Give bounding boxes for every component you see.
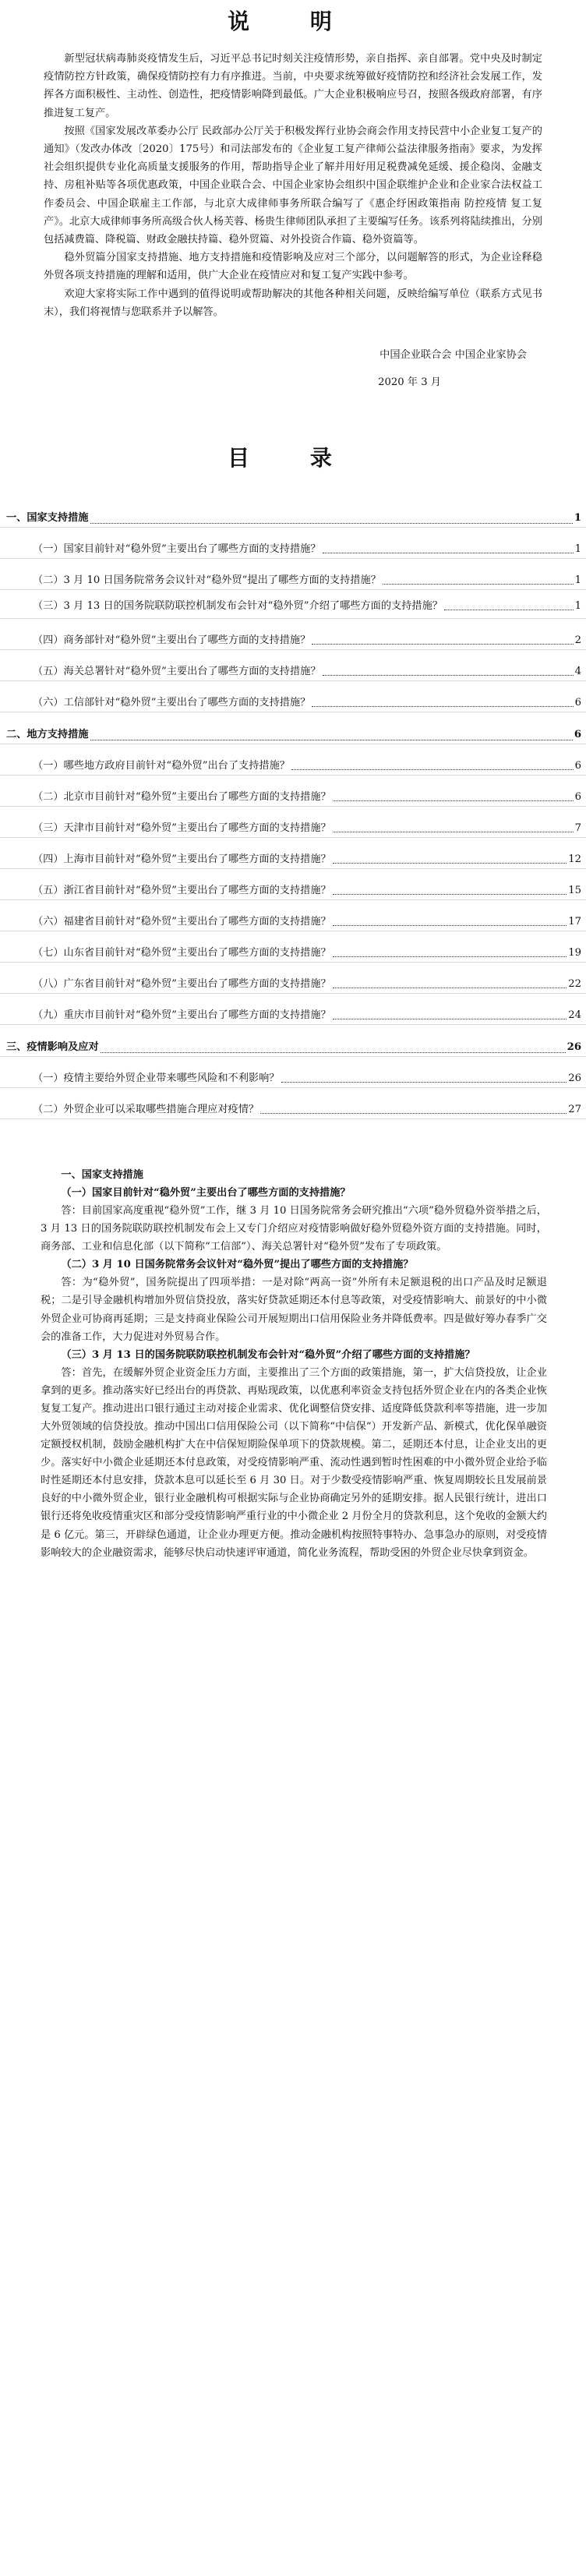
toc-item-entry[interactable] [0,559,586,590]
preface-paragraph: 稳外贸篇分国家支持措施、地方支持措施和疫情影响及应对三个部分，以问题解答的形式，为企业诠释稳外贸各项支持措施的理解和适用，供广大企业在疫情应对和复工复产实践中参考。 [44,252,542,282]
toc-page-number: 4 [574,666,581,678]
toc-item-entry[interactable] [0,1088,586,1119]
toc-page-number: 6 [574,791,581,804]
toc-section-label: 一、国家支持措施 [6,512,89,525]
toc-leader [333,800,574,801]
toc-page-number: 27 [568,1104,581,1116]
toc-item-label: （四）上海市目前针对“稳外贸”主要出台了哪些方面的支持措施？ [33,853,331,866]
preface-paragraph: 欢迎大家将实际工作中遇到的值得说明或帮助解决的其他各种相关问题，反映给编写单位（联系方式见书末），我们将视情与您联系并予以解答。 [44,288,542,318]
preface-signature: 中国企业联合会 中国企业家协会 [379,349,527,362]
toc-section-label: 二、地方支持措施 [6,729,89,741]
toc-item-entry[interactable] [0,931,586,963]
toc-page-number: 6 [574,760,581,772]
toc-item-entry[interactable] [0,838,586,869]
question-heading: （二）3 月 10 日国务院常务会议针对“稳外贸”提出了哪些方面的支持措施？ [61,1259,414,1271]
toc-page-number: 26 [568,1072,581,1085]
toc-item-entry[interactable] [0,900,586,931]
toc-leader [333,956,567,957]
toc-leader [333,894,567,895]
toc-item-label: （九）重庆市目前针对“稳外贸”主要出台了哪些方面的支持措施？ [33,1009,331,1022]
toc-item-label: （六）工信部针对“稳外贸”主要出台了哪些方面的支持措施？ [33,697,311,709]
toc-item-entry[interactable] [0,994,586,1025]
toc-item-label: （六）福建省目前针对“稳外贸”主要出台了哪些方面的支持措施？ [33,916,331,928]
toc-page-number: 6 [574,729,581,741]
toc-section-entry[interactable] [0,1025,586,1057]
toc-leader [333,925,567,926]
preface-section [0,0,586,391]
toc-item-label: （四）商务部针对“稳外贸”主要出台了哪些方面的支持措施？ [33,634,311,647]
toc-item-entry[interactable] [0,869,586,900]
toc-page-number: 19 [568,947,581,959]
toc-page-number: 22 [568,978,581,991]
qa-blocks [41,1184,547,1562]
toc-item-entry[interactable] [0,650,586,681]
toc-leader [312,644,573,645]
toc-item-label: （二）外贸企业可以采取哪些措施合理应对疫情？ [33,1104,259,1116]
toc-list [0,496,586,1119]
toc-leader [281,1082,567,1083]
toc-item-label: （五）浙江省目前针对“稳外贸”主要出台了哪些方面的支持措施？ [33,885,331,897]
toc-item-entry[interactable] [0,528,586,559]
toc-section-label: 三、疫情影响及应对 [6,1041,99,1054]
toc-page-number: 24 [568,1009,581,1022]
toc-item-label: （一）哪些地方政府目前针对“稳外贸”出台了支持措施？ [33,760,290,772]
toc-item-label: （七）山东省目前针对“稳外贸”主要出台了哪些方面的支持措施？ [33,947,331,959]
toc-item-entry[interactable] [0,619,586,650]
toc-section-entry[interactable] [0,712,586,744]
toc-leader [323,675,574,676]
toc-page-number: 12 [568,853,581,866]
toc-item-label: （三）天津市目前针对“稳外贸”主要出台了哪些方面的支持措施？ [33,822,331,835]
toc-item-entry[interactable] [0,807,586,838]
toc-item-entry[interactable] [0,744,586,776]
preface-title: 说 明 [228,9,358,34]
toc-page-number: 1 [574,574,581,587]
toc-page-number: 1 [574,600,581,613]
toc-item-label: （二）3 月 10 日国务院常务会议针对“稳外贸”提出了哪些方面的支持措施？ [33,574,381,587]
toc-item-entry[interactable] [0,681,586,712]
toc-page-number: 15 [568,885,581,897]
toc-page-number: 1 [574,512,581,525]
preface-date: 2020 年 3 月 [378,376,441,389]
toc-item-label: （一）疫情主要给外贸企业带来哪些风险和不利影响？ [33,1072,280,1085]
toc-item-label: （三）3 月 13 日的国务院联防联控机制发布会针对“稳外贸”介绍了哪些方面的支持措施？ [33,600,443,613]
answer-paragraph: 答：首先，在缓解外贸企业资金压力方面，主要推出了三个方面的政策措施，第一，扩大信贷投放，让企业拿到的更多。推动落实好已经出台的再贷款、再贴现政策，以优惠利率资金支持包括外贸企业在内的各类企业恢复复工复产。推动进出口银行通过主动对接企业需求、优化调整信贷安排、适度降低贷款利率等措施，进一步加大外贸领域的信贷投放。推动中国出口信用保险公司（以下简称“中信保”）开发新产品、新模式，优化保单融资定额授权机制，鼓励金融机构扩大在中信保短期险保单项下的贷款规模。第二，延期还本付息，让企业支出的更少。落实好中小微企业延期还本付息政策，对受疫情影响严重、流动性遇到暂时性困难的中小微外贸企业给予临时性延期还本付息安排，贷款本息可以延长至 6 月 30 日。对于少数受疫情影响严重、恢复周期较长且发展前景良好的中小微外贸企业，银行业金融机构可根据实际与企业协商确定另外的延期安排。据人民银行统计，进出口银行还将免收疫情重灾区和部分受疫情影响严重行业的中小微企业 2 月份全月的贷款利息，这个免收的金额大约是 6 亿元。第三，开辟绿色通道，让企业办理更方便。推动金融机构按照特事特办、急事急办的原则，对受疫情影响较大的企业融资需求，能够尽快启动快速评审通道，简化业务流程，帮助受困的外贸企业尽快拿到资金。 [41,1366,547,1559]
toc-leader [312,706,573,707]
toc-leader [101,1052,566,1053]
toc-item-label: （八）广东省目前针对“稳外贸”主要出台了哪些方面的支持措施？ [33,978,331,991]
toc-item-label: （一）国家目前针对“稳外贸”主要出台了哪些方面的支持措施？ [33,543,321,556]
question-heading: （一）国家目前针对“稳外贸”主要出台了哪些方面的支持措施？ [61,1187,351,1200]
toc-section-entry[interactable] [0,496,586,528]
preface-paragraph: 新型冠状病毒肺炎疫情发生后，习近平总书记时刻关注疫情形势，亲自指挥、亲自部署。党中央及时制定疫情防控方针政策，确保疫情防控有力有序推进。当前，中央要求统筹做好疫情防控和经济社会发展工作，发挥各方面积极性、主动性、创造性，把疫情影响降到最低。广大企业积极响应号召，按照各级政府部署，有序推进复工复产。 [44,53,542,119]
toc-leader [383,584,574,585]
table-of-contents [0,435,586,1119]
section-heading: 一、国家支持措施 [61,1169,143,1182]
toc-page-number: 2 [574,634,581,647]
answer-paragraph: 答：目前国家高度重视“稳外贸”工作，继 3 月 10 日国务院常务会研究推出“六项”稳外贸稳外资举措之后，3 月 13 日的国务院联防联控机制发布会上又专门介绍应对疫情影响做好稳外贸稳外资方面的支持措施。同时，商务部、工业和信息化部（以下简称“工信部”）、海关总署针对“稳外贸”发布了专项政策。 [41,1205,547,1253]
toc-item-entry[interactable] [0,776,586,807]
toc-page-number: 17 [568,916,581,928]
toc-item-label: （五）海关总署针对“稳外贸”主要出台了哪些方面的支持措施？ [33,666,321,678]
toc-leader [291,769,574,770]
body-section [0,1166,586,1562]
toc-leader [90,523,573,524]
toc-page-number: 7 [574,822,581,835]
toc-item-entry[interactable] [0,963,586,994]
toc-item-entry[interactable] [0,1057,586,1088]
toc-page-number: 1 [574,543,581,556]
preface-paragraph: 按照《国家发展改革委办公厅 民政部办公厅关于积极发挥行业协会商会作用支持民营中小企业复工复产的通知》（发改办体改〔2020〕175号）和司法部发布的《企业复工复产律师公益法律服务指南》要求，为发挥社会组织提供专业化高质量支援服务的作用，帮助指导企业了解并用好用足税费减免延缓、援企稳岗、金融支持、房租补贴等各项优惠政策，中国企业联合会、中国企业家协会组织中国企联维护企业和企业家合法权益工作委员会、中国企联雇主工作部，与北京大成律师事务所联合编写了《惠企纾困政策指南 防控疫情 复工复产》。北京大成律师事务所高级合伙人杨芙蓉、杨贵生律师团队承担了主要编写任务。该系列将陆续推出，分别包括减费篇、降税篇、财政金融扶持篇、稳外贸篇、对外投资合作篇、稳外资篇等。 [44,125,542,246]
toc-page-number: 26 [567,1041,581,1054]
toc-item-entry[interactable] [0,590,586,619]
toc-page-number: 6 [574,697,581,709]
toc-title: 目 录 [228,445,358,472]
question-heading: （三）3 月 13 日的国务院联防联控机制发布会针对“稳外贸”介绍了哪些方面的支持措施？ [61,1348,475,1361]
answer-paragraph: 答：为“稳外贸”，国务院提出了四项举措：一是对除“两高一资”外所有未足额退税的出口产品及时足额退税；二是引导金融机构增加外贸信贷投放，落实好贷款延期还本付息等政策，对受疫情影响大、前景好的中小微外贸企业可协商再延期；三是支持商业保险公司开展短期出口信用保险业务并降低费率。四是做好筹办春季广交会的准备工作，大力促进对外贸易合作。 [41,1277,547,1343]
toc-item-label: （二）北京市目前针对“稳外贸”主要出台了哪些方面的支持措施？ [33,791,331,804]
toc-leader [260,1113,567,1114]
toc-leader [333,863,567,864]
